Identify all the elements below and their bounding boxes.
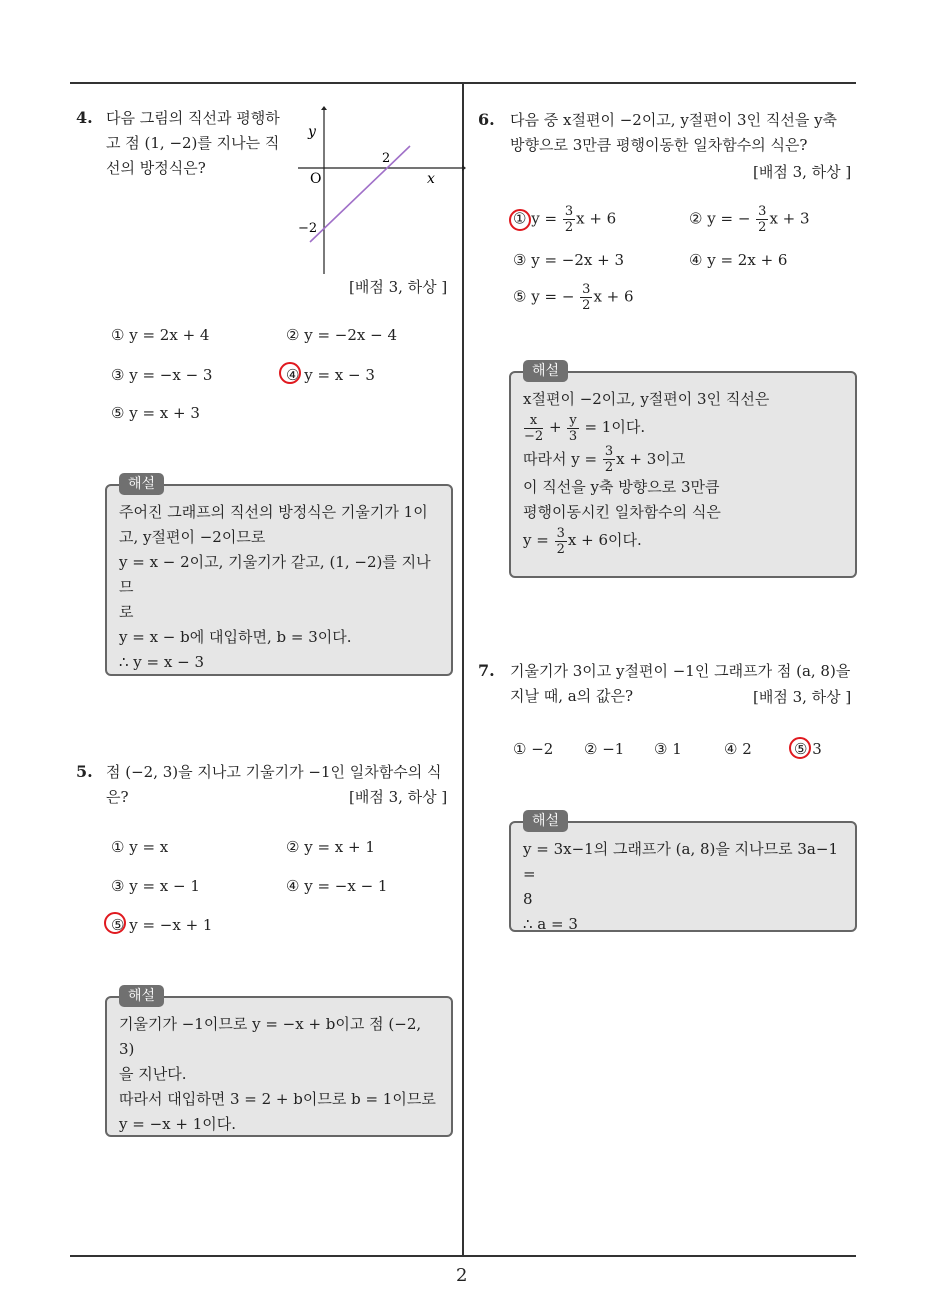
- q5-solution-line: 기울기가 −1이므로 y = −x + b이고 점 (−2, 3): [119, 1015, 422, 1058]
- q7-option-5[interactable]: ⑤ 3: [794, 740, 822, 758]
- q4-solution-line: 주어진 그래프의 직선의 방정식은 기울기가 1이: [119, 503, 428, 521]
- q5-option-3[interactable]: ③ y = x − 1: [111, 877, 200, 895]
- q4-solution-line: ∴ y = x − 3: [119, 653, 204, 671]
- q4-text: [106, 106, 280, 181]
- q7-option-2[interactable]: ② −1: [584, 740, 625, 758]
- q5-score: [배점 3, 하상 ]: [349, 788, 448, 806]
- q7-solution-box: [509, 821, 857, 932]
- q6-opt5-den: 2: [582, 298, 591, 313]
- q4-origin-label: O: [310, 171, 322, 187]
- q5-answer-mark: [104, 912, 126, 934]
- q4-solution-box: [105, 484, 453, 676]
- q4-solution-line: 로: [119, 603, 134, 621]
- q4-x-label: x: [427, 171, 435, 187]
- q5-solution-box: [105, 996, 453, 1137]
- q6-sol-plus: +: [548, 418, 562, 436]
- q6-solution-line: [523, 412, 843, 444]
- q4-option-5[interactable]: ⑤ y = x + 3: [111, 404, 200, 422]
- q5-option-4[interactable]: ④ y = −x − 1: [286, 877, 388, 895]
- q6-opt1-fraction: [563, 204, 575, 235]
- q4-line: 다음 그림의 직선과 평행하: [106, 109, 280, 127]
- q4-graph-line: [310, 146, 410, 242]
- q4-option-2[interactable]: ② y = −2x − 4: [286, 326, 398, 344]
- q6-sol6-post: x + 6이다.: [567, 531, 642, 549]
- q5-number: 5.: [76, 762, 93, 781]
- q6-line: 다음 중 x절편이 −2이고, y절편이 3인 직선을 y축: [510, 111, 838, 129]
- q4-solution-tag: 해설: [119, 473, 164, 495]
- q6-solution-line: [523, 525, 843, 557]
- q6-opt2-mark: ②: [689, 209, 703, 228]
- q6-opt5-post: x + 6: [593, 287, 634, 306]
- q4-score: [배점 3, 하상 ]: [349, 278, 448, 296]
- q4-option-1[interactable]: ① y = 2x + 4: [111, 326, 210, 344]
- q6-sol3-num: 3: [604, 444, 614, 459]
- q4-solution-line: 고, y절편이 −2이므로: [119, 528, 266, 546]
- q7-option-3[interactable]: ③ 1: [654, 740, 682, 758]
- q4-option-3[interactable]: ③ y = −x − 3: [111, 366, 213, 384]
- q4-number: 4.: [76, 108, 93, 127]
- q4-graph: [296, 106, 466, 281]
- q6-solution-line: x절편이 −2이고, y절편이 3인 직선은: [523, 390, 770, 408]
- q7-line: 지날 때, a의 값은?: [510, 687, 633, 705]
- q4-x-tick-label: 2: [382, 151, 391, 166]
- q6-opt2-pre: y = −: [707, 209, 751, 228]
- q4-solution-line: y = x − 2이고, 기울기가 같고, (1, −2)를 지나므: [119, 553, 431, 596]
- q6-number: 6.: [478, 110, 495, 129]
- q6-sol-frac-y-den: 3: [568, 428, 578, 444]
- q6-sol-eq: = 1이다.: [584, 418, 646, 436]
- q7-solution-line: 8: [523, 890, 533, 908]
- q5-solution-line: 따라서 대입하면 3 = 2 + b이므로 b = 1이므로: [119, 1090, 436, 1108]
- q4-option-4[interactable]: ④ y = x − 3: [286, 366, 375, 384]
- q6-sol3-post: x + 3이고: [616, 449, 686, 468]
- q6-text: [510, 108, 837, 158]
- q6-sol6-num: 3: [556, 525, 565, 541]
- q6-opt1-mark: ①: [513, 209, 527, 228]
- q6-option-4[interactable]: ④ y = 2x + 6: [689, 251, 788, 269]
- q6-sol-frac-y-num: y: [569, 412, 577, 428]
- q5-line: 은?: [106, 788, 129, 806]
- q6-sol6-den: 2: [556, 541, 565, 557]
- q6-opt1-pre: y =: [531, 209, 558, 228]
- q5-solution-line: y = −x + 1이다.: [119, 1115, 237, 1133]
- q6-sol-frac-x-num: x: [524, 413, 543, 429]
- q4-x-arrow: [462, 165, 466, 171]
- q6-answer-mark: [509, 209, 531, 231]
- q6-opt5-mark: ⑤: [513, 287, 527, 306]
- q6-line: 방향으로 3만큼 평행이동한 일차함수의 식은?: [510, 136, 808, 154]
- q7-line: 기울기가 3이고 y절편이 −1인 그래프가 점 (a, 8)을: [510, 662, 851, 680]
- q6-option-5[interactable]: [513, 282, 634, 313]
- q6-solution-box: [509, 371, 857, 578]
- q4-solution-line: y = x − b에 대입하면, b = 3이다.: [119, 628, 352, 646]
- q6-solution-line: [523, 444, 843, 476]
- bottom-rule: [70, 1255, 856, 1257]
- q6-sol3-pre: 따라서 y =: [523, 449, 598, 468]
- q5-option-5[interactable]: ⑤ y = −x + 1: [111, 916, 213, 934]
- q6-opt2-fraction: [756, 204, 768, 235]
- q4-y-tick-label: −2: [298, 221, 318, 236]
- q4-y-label: y: [308, 124, 316, 140]
- q4-answer-mark: [279, 362, 301, 384]
- q6-opt2-post: x + 3: [769, 209, 810, 228]
- q6-sol6-fraction: [555, 526, 567, 557]
- q6-opt5-num: 3: [582, 282, 591, 297]
- q7-solution-line: y = 3x−1의 그래프가 (a, 8)을 지나므로 3a−1 =: [523, 840, 838, 883]
- q7-answer-mark: [789, 737, 811, 759]
- q6-sol6-pre: y =: [523, 531, 549, 549]
- q5-option-1[interactable]: ① y = x: [111, 838, 169, 856]
- q6-opt5-pre: y = −: [531, 287, 575, 306]
- q5-line: 점 (−2, 3)을 지나고 기울기가 −1인 일차함수의 식: [106, 763, 442, 781]
- q5-solution-tag: 해설: [119, 985, 164, 1007]
- page-number: 2: [456, 1265, 468, 1286]
- q5-option-2[interactable]: ② y = x + 1: [286, 838, 375, 856]
- q5-solution-line: 을 지난다.: [119, 1065, 187, 1083]
- q4-y-arrow: [321, 106, 327, 110]
- q7-score: [배점 3, 하상 ]: [753, 688, 852, 706]
- q6-score: [배점 3, 하상 ]: [753, 163, 852, 181]
- q7-option-4[interactable]: ④ 2: [724, 740, 752, 758]
- q6-opt1-post: x + 6: [576, 209, 617, 228]
- q6-sol-frac-y: [567, 413, 578, 444]
- q6-solution-tag: 해설: [523, 360, 568, 382]
- q6-sol-frac-x-den: −2: [524, 428, 544, 444]
- q4-line: 선의 방정식은?: [106, 159, 206, 177]
- q6-opt1-num: 3: [564, 204, 574, 219]
- q7-number: 7.: [478, 661, 495, 680]
- q6-sol3-fraction: [603, 444, 615, 475]
- q6-option-3[interactable]: ③ y = −2x + 3: [513, 251, 625, 269]
- q7-solution-tag: 해설: [523, 810, 568, 832]
- q6-opt2-num: 3: [758, 204, 767, 219]
- q6-sol-frac-x: [524, 413, 543, 444]
- q6-solution-line: 평행이동시킨 일차함수의 식은: [523, 503, 721, 521]
- q6-opt1-den: 2: [564, 220, 574, 235]
- q7-option-1[interactable]: ① −2: [513, 740, 554, 758]
- q6-opt5-fraction: [580, 282, 592, 313]
- q6-solution-line: 이 직선을 y축 방향으로 3만큼: [523, 478, 720, 496]
- q7-solution-line: ∴ a = 3: [523, 915, 578, 933]
- q6-option-2[interactable]: [689, 204, 810, 235]
- q6-sol3-den: 2: [604, 460, 614, 475]
- q6-opt2-den: 2: [758, 220, 767, 235]
- q4-line: 고 점 (1, −2)를 지나는 직: [106, 134, 280, 152]
